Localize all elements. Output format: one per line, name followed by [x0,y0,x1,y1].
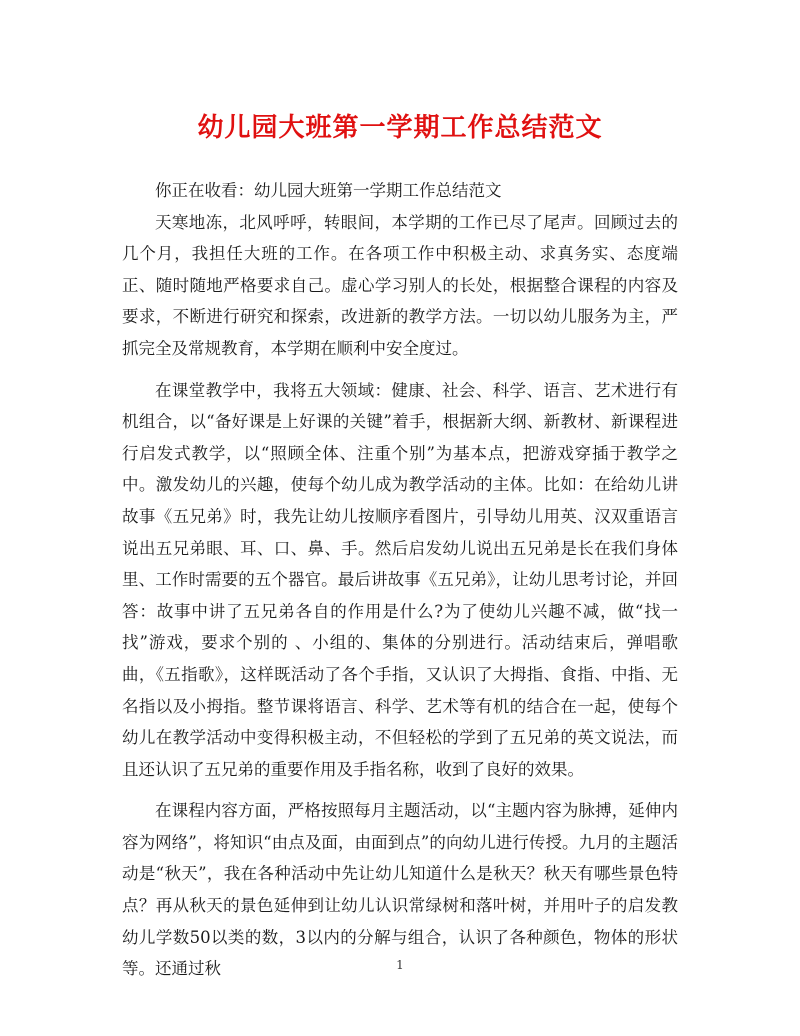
document-body [122,175,678,985]
page-number: 1 [396,958,404,972]
body-paragraph: 天寒地冻，北风呼呼，转眼间，本学期的工作已尽了尾声。回顾过去的几个月，我担任大班的工作。在各项工作中积极主动、求真务实、态度端正、随时随地严格要求自己。虚心学习别人的长处，根据整合课程的内容及要求，不断进行研究和探索，改进新的教学方法。一切以幼儿服务为主，严抓完全及常规教育，本学期在顺利中安全度过。 [122,212,678,358]
intro-paragraph: 你正在收看：幼儿园大班第一学期工作总结范文 [155,181,502,200]
body-paragraph: 在课程内容方面，严格按照每月主题活动，以“主题内容为脉搏，延伸内容为网络”，将知识“由点及面，由面到点”的向幼儿进行传授。九月的主题活动是“秋天”，我在各种活动中先让幼儿知道什么是秋天？秋天有哪些景色特点？再从秋天的景色延伸到让幼儿认识常绿树和落叶树，并用叶子的启发教幼儿学数50以类的数，3以内的分解与组合，认识了各种颜色，物体的形状等。还通过秋 [122,801,678,979]
body-paragraph: 在课堂教学中，我将五大领域：健康、社会、科学、语言、艺术进行有机组合，以“备好课是上好课的关键”着手，根据新大纲、新教材、新课程进行启发式教学，以“照顾全体、注重个别”为基本点，把游戏穿插于教学之中。激发幼儿的兴趣，使每个幼儿成为教学活动的主体。比如：在给幼儿讲故事《五兄弟》时，我先让幼儿按顺序看图片，引导幼儿用英、汉双重语言说出五兄弟眼、耳、口、鼻、手。然后启发幼儿说出五兄弟是长在我们身体里、工作时需要的五个器官。最后讲故事《五兄弟》，让幼儿思考讨论，并回答：故事中讲了五兄弟各自的作用是什么?为了使幼儿兴趣不减，做“找一找”游戏，要求个别的 、小组的、集体的分别进行。活动结束后，弹唱歌曲，《五指歌》，这样既活动了各个手指，又认识了大拇指、食指、中指、无名指以及小拇指。整节课将语言、科学、艺术等有机的结合在一起，使每个幼儿在教学活动中变得积极主动，不但轻松的学到了五兄弟的英文说法，而且还认识了五兄弟的重要作用及手指名称，收到了良好的效果。 [122,380,678,779]
document-title: 幼儿园大班第一学期工作总结范文 [197,113,603,143]
